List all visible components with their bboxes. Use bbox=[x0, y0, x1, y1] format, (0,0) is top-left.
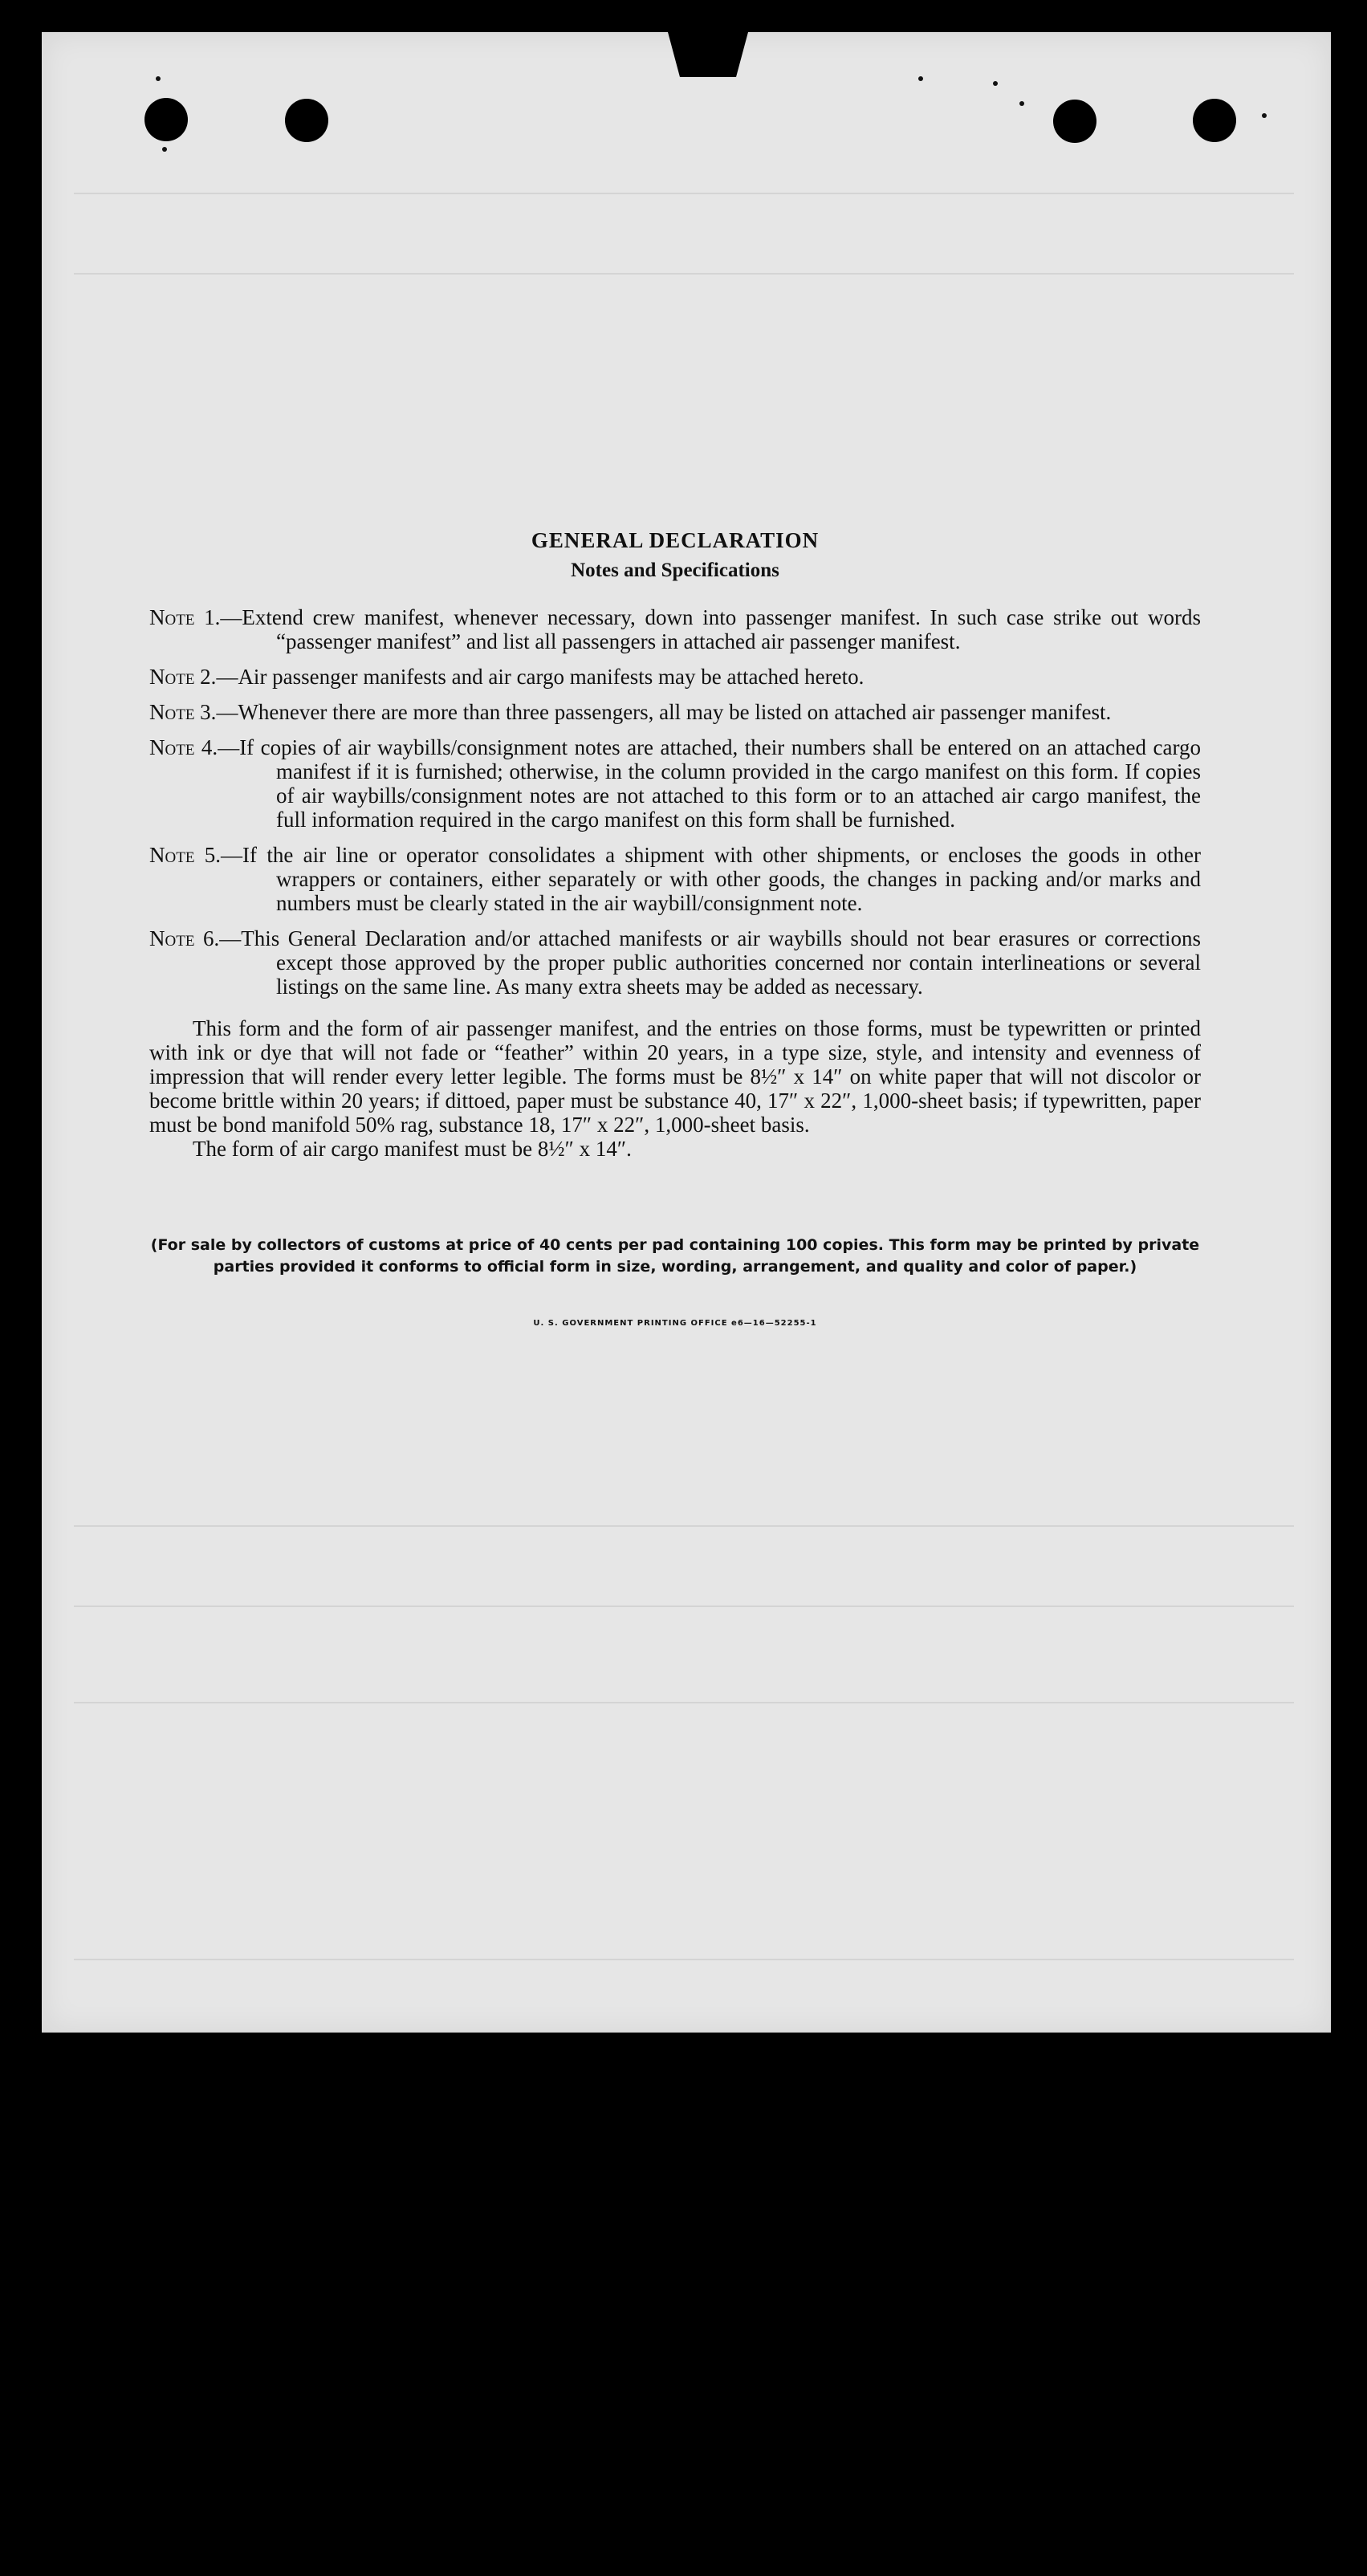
note-text: —If copies of air waybills/consignment notes are attached, their numbers shall be entered on an attached cargo manifest if it is furnished; otherwise, in the column provided in the cargo manifest on this form. If copies of air waybills/consignment notes are not attached to this form or to an attached air cargo manifest, the full information required in the cargo manifest on this form shall be furnished. bbox=[218, 735, 1201, 832]
punch-hole-2 bbox=[285, 99, 328, 142]
punch-hole-4 bbox=[1193, 99, 1236, 142]
speck bbox=[918, 76, 923, 81]
printing-office-imprint: U. S. GOVERNMENT PRINTING OFFICE e6—16—52255-1 bbox=[533, 1319, 817, 1328]
speck bbox=[162, 147, 167, 152]
declaration-notes bbox=[149, 528, 1201, 1336]
bleed-through-line bbox=[74, 1605, 1294, 1607]
cargo-manifest-size-note: The form of air cargo manifest must be 8½″ x 14″. bbox=[193, 1137, 632, 1161]
torn-notch bbox=[668, 32, 748, 77]
note-2 bbox=[149, 665, 1201, 689]
note-label: Note 4. bbox=[149, 735, 218, 759]
speck bbox=[1019, 101, 1024, 106]
bleed-through-line bbox=[74, 1525, 1294, 1527]
note-text: —Air passenger manifests and air cargo manifests may be attached hereto. bbox=[216, 665, 865, 689]
speck bbox=[993, 81, 998, 86]
note-text: —Extend crew manifest, whenever necessary, down into passenger manifest. In such case strike out words “passenger manifest” and list all passengers in attached air passenger manifest. bbox=[220, 605, 1202, 653]
note-text: —This General Declaration and/or attached manifests or air waybills should not bear erasures or corrections except those approved by the proper public authorities concerned nor contain interlineations or several listings on the same line. As many extra sheets may be added as necessary. bbox=[219, 926, 1201, 999]
note-label: Note 6. bbox=[149, 926, 220, 950]
page-title: GENERAL DECLARATION bbox=[531, 528, 820, 552]
bleed-through-line bbox=[74, 1959, 1294, 1960]
note-5 bbox=[149, 843, 1201, 915]
bleed-through-line bbox=[74, 193, 1294, 194]
note-label: Note 1. bbox=[149, 605, 221, 629]
note-label: Note 3. bbox=[149, 700, 217, 724]
form-specification-paragraph: This form and the form of air passenger manifest, and the entries on those forms, must be typewritten or printed with ink or dye that will not fade or “feather” within 20 years, in a type size, style, and intensity and evenness of impression that will render every letter legible. The forms must be 8½″ x 14″ on white paper that will not discolor or become brittle within 20 years; if dittoed, paper must be substance 40, 17″ x 22″, 1,000-sheet basis; if typewritten, paper must be bond manifold 50% rag, substance 18, 17″ x 22″, 1,000-sheet basis. bbox=[149, 1016, 1201, 1137]
page-subtitle: Notes and Specifications bbox=[571, 560, 779, 581]
speck bbox=[1262, 113, 1267, 118]
punch-hole-3 bbox=[1053, 100, 1096, 143]
note-6 bbox=[149, 926, 1201, 999]
sale-notice: (For sale by collectors of customs at price of 40 cents per pad containing 100 copies. This form may be printed by private parties provided it conforms to official form in size, wording, arrangement, and quality and color of paper.) bbox=[150, 1236, 1200, 1276]
note-3 bbox=[149, 700, 1201, 724]
note-text: —If the air line or operator consolidates a shipment with other shipments, or encloses the goods in other wrappers or containers, either separately or with other goods, the changes in packing and/or marks and numbers must be clearly stated in the air waybill/consignment note. bbox=[221, 843, 1201, 915]
note-label: Note 5. bbox=[149, 843, 222, 867]
note-4 bbox=[149, 735, 1201, 832]
note-text: —Whenever there are more than three passengers, all may be listed on attached air passenger manifest. bbox=[216, 700, 1112, 724]
speck bbox=[156, 76, 161, 81]
punch-hole-1 bbox=[144, 98, 188, 141]
note-label: Note 2. bbox=[149, 665, 217, 689]
bleed-through-line bbox=[74, 273, 1294, 275]
bleed-through-line bbox=[74, 1702, 1294, 1703]
note-1 bbox=[149, 605, 1201, 653]
